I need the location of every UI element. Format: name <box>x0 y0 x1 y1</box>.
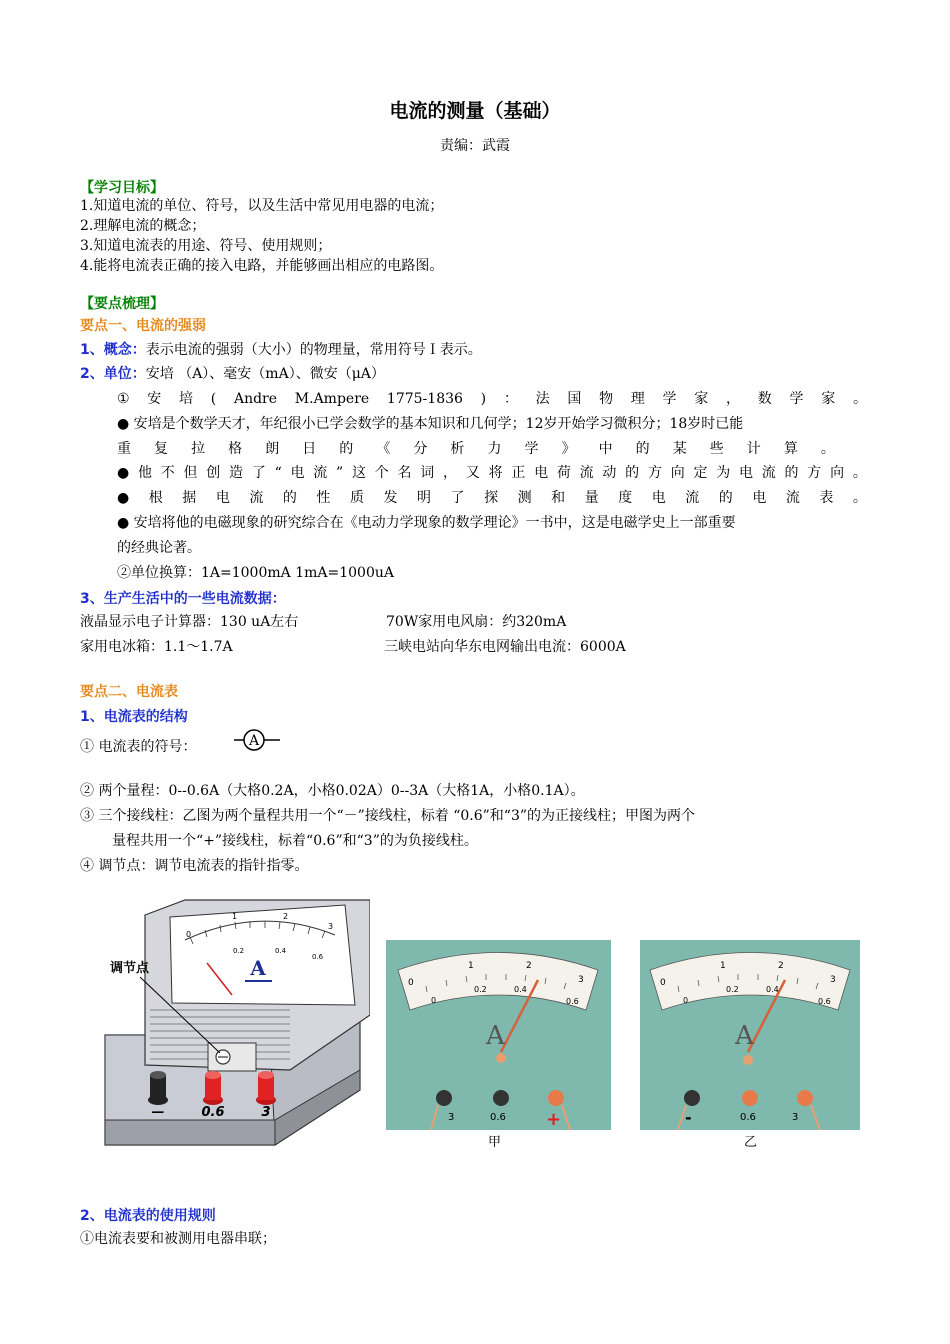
scale-label: 0 <box>431 996 437 1005</box>
terminal-label: 3 <box>261 1105 271 1120</box>
concept-text: 表示电流的强弱（大小）的物理量，常用符号Ｉ表示。 <box>145 342 482 358</box>
adjust-line: ④ 调节点：调节电流表的指针指零。 <box>80 858 309 874</box>
text-token: 定 <box>693 465 708 481</box>
bullet-1b <box>117 439 835 459</box>
scale-label: 0.4 <box>275 947 287 955</box>
text-token: 据 <box>182 490 197 506</box>
scale-label: 0.4 <box>766 985 779 994</box>
text-token: ， <box>726 391 740 407</box>
data-heading: 3、生产生活中的一些电流数据： <box>80 591 286 607</box>
text-token: ， <box>443 465 458 481</box>
text-token: 向 <box>670 465 685 481</box>
ampere-line <box>117 389 867 409</box>
text-token: 1775-1836 <box>386 391 463 407</box>
text-token: 电 <box>534 465 549 481</box>
points-heading: 【要点梳理】 <box>80 296 164 312</box>
text-token: ● <box>117 490 130 506</box>
text-token: 荷 <box>556 465 571 481</box>
text-token: 这 <box>351 465 366 481</box>
adjust-label: 调节点 <box>110 961 150 976</box>
text-token: 物 <box>599 391 614 407</box>
text-token: Andre <box>233 391 278 407</box>
text-token: 拉 <box>191 441 206 457</box>
text-token: 。 <box>852 391 867 407</box>
page-title: 电流的测量（基础） <box>389 100 561 122</box>
meter-letter: A <box>735 1021 754 1051</box>
text-token: 家 <box>821 391 836 407</box>
text-token: 明 <box>417 490 431 506</box>
text-token: 探 <box>484 490 499 506</box>
scale-label: 3 <box>830 975 836 985</box>
text-token: 。 <box>852 465 867 481</box>
scale-label: 0 <box>186 930 192 939</box>
rule-1: ①电流表要和被测用电器串联； <box>80 1231 276 1247</box>
text-token: M.Ampere <box>294 391 370 407</box>
text-token: 《 <box>376 441 391 457</box>
unit-line <box>80 364 385 384</box>
text-token: 向 <box>830 465 845 481</box>
concept-line <box>80 340 482 360</box>
text-token: 。 <box>820 441 835 457</box>
bullet-3 <box>117 488 867 508</box>
text-token: ● <box>117 465 130 481</box>
unit-text: 安培 （A）、毫安（mA）、微安（μA） <box>145 366 385 382</box>
structure-heading: 1、电流表的结构 <box>80 709 188 725</box>
text-token: ： <box>503 391 518 407</box>
bullet-1a: ● 安培是个数学天才，年纪很小已学会数学的基本知识和几何学；12岁开始学习微积分；18岁时已能 <box>117 416 744 432</box>
scale-label: 0.6 <box>818 997 831 1006</box>
text-token: 格 <box>228 441 243 457</box>
text-token: 些 <box>709 441 724 457</box>
text-token: 不 <box>160 465 175 481</box>
terminal-label: 3 <box>448 1112 455 1123</box>
text-token: 析 <box>450 441 465 457</box>
text-token: 的 <box>635 441 650 457</box>
text-token: 性 <box>316 490 331 506</box>
text-token: “ <box>274 465 282 481</box>
text-token: 量 <box>584 490 599 506</box>
scale-label: 2 <box>283 912 289 921</box>
text-token: 创 <box>206 465 221 481</box>
bullet-4a: ● 安培将他的电磁现象的研究综合在《电动力学现象的数学理论》一书中，这是电磁学史上一部重要 <box>117 515 736 531</box>
terminal-line-b: 量程共用一个“+”接线柱，标着“0.6”和“3”的为负接线柱。 <box>112 833 478 849</box>
data-fridge: 家用电冰箱：1.1～1.7A <box>80 639 233 655</box>
text-token: 词 <box>420 465 435 481</box>
meter-letter: A <box>486 1021 505 1051</box>
section2-heading: 要点二、电流表 <box>80 684 178 700</box>
text-token: 的 <box>718 490 733 506</box>
scale-label: 1 <box>468 961 474 971</box>
text-token: 为 <box>716 465 731 481</box>
text-token: 方 <box>647 465 662 481</box>
scale-label: 0.4 <box>514 985 527 994</box>
ammeter-symbol-icon <box>232 727 282 753</box>
text-token: 计 <box>746 441 761 457</box>
symbol-letter: A <box>248 733 260 749</box>
text-token: 复 <box>154 441 169 457</box>
text-token: 分 <box>413 441 428 457</box>
text-token: 度 <box>618 490 633 506</box>
terminal-line-a: ③ 三个接线柱：乙图为两个量程共用一个“－”接线柱，标着 “0.6”和“3”的为正接线柱；甲图为两个 <box>80 808 696 824</box>
data-calculator: 液晶显示电子计算器：130 uA左右 <box>80 614 299 630</box>
text-token: 造 <box>229 465 244 481</box>
caption-jia: 甲 <box>488 1135 502 1150</box>
text-token: 电 <box>651 490 666 506</box>
text-token: 力 <box>487 441 502 457</box>
text-token: 动 <box>602 465 617 481</box>
scale-label: 0 <box>660 978 666 988</box>
scale-label: 1 <box>720 961 726 971</box>
scale-label: 0 <box>408 978 414 988</box>
text-token: ” <box>336 465 344 481</box>
text-token: 朗 <box>265 441 280 457</box>
terminal-label: — <box>151 1105 165 1120</box>
bullet-2 <box>117 463 867 483</box>
terminal-label: - <box>685 1108 692 1127</box>
terminal-label: 0.6 <box>490 1112 506 1123</box>
text-token: 将 <box>488 465 503 481</box>
section1-heading: 要点一、电流的强弱 <box>80 318 206 334</box>
terminal-label: 0.6 <box>740 1112 756 1123</box>
text-token: 重 <box>117 441 131 457</box>
text-token: 中 <box>598 441 613 457</box>
text-token: 表 <box>819 490 834 506</box>
text-token: 某 <box>672 441 687 457</box>
rules-heading: 2、电流表的使用规则 <box>80 1208 216 1224</box>
text-token: 电 <box>752 490 767 506</box>
meter-letter: A <box>250 956 266 980</box>
text-token: 他 <box>137 465 152 481</box>
text-token: 的 <box>784 465 799 481</box>
text-token: 家 <box>694 391 709 407</box>
text-token: 学 <box>524 441 539 457</box>
scale-label: 0.2 <box>726 985 739 994</box>
meter-jia-figure <box>386 940 611 1130</box>
text-token: 个 <box>374 465 389 481</box>
text-token: 又 <box>465 465 480 481</box>
text-token: 培 <box>179 391 194 407</box>
terminal-label: 3 <box>792 1112 799 1123</box>
text-token: 》 <box>561 441 576 457</box>
unit-conversion: ②单位换算：1A=1000mA 1mA=1000uA <box>117 565 394 581</box>
text-token: 国 <box>567 391 582 407</box>
text-token: 方 <box>807 465 822 481</box>
goal-item: 2.理解电流的概念； <box>80 218 206 234</box>
scale-label: 1 <box>232 912 238 921</box>
text-token: 质 <box>349 490 364 506</box>
text-token: 电 <box>215 490 230 506</box>
concept-label: 1、概念： <box>80 342 146 358</box>
text-token: 流 <box>313 465 328 481</box>
text-token: 流 <box>761 465 776 481</box>
scale-label: 0.6 <box>312 953 324 961</box>
text-token: ) <box>480 391 487 407</box>
text-token: 的 <box>282 490 297 506</box>
text-token: 法 <box>535 391 550 407</box>
scale-label: 0.6 <box>566 997 579 1006</box>
scale-label: 3 <box>328 922 334 931</box>
text-token: 了 <box>450 490 465 506</box>
text-token: ① <box>117 391 130 407</box>
text-token: 。 <box>852 490 867 506</box>
scale-label: 2 <box>526 961 532 971</box>
text-token: 发 <box>383 490 398 506</box>
text-token: 数 <box>757 391 772 407</box>
text-token: ( <box>210 391 217 407</box>
text-token: 根 <box>148 490 163 506</box>
terminal-label: 0.6 <box>201 1105 225 1120</box>
bullet-4b: 的经典论著。 <box>117 540 201 556</box>
text-token: 安 <box>147 391 162 407</box>
data-fan: 70W家用电风扇：约320mA <box>386 614 567 630</box>
ammeter-3d-figure <box>100 895 370 1150</box>
text-token: 理 <box>630 391 645 407</box>
goal-item: 4.能将电流表正确的接入电路，并能够画出相应的电路图。 <box>80 258 444 274</box>
text-token: 流 <box>685 490 700 506</box>
text-token: 名 <box>397 465 412 481</box>
scale-label: 2 <box>778 961 784 971</box>
scale-label: 0 <box>683 996 689 1005</box>
text-token: 学 <box>789 391 804 407</box>
text-token: 了 <box>251 465 266 481</box>
unit-label: 2、单位： <box>80 366 146 382</box>
meter-yi-figure <box>640 940 860 1130</box>
text-token: 电 <box>739 465 753 481</box>
text-token: 学 <box>662 391 677 407</box>
goal-item: 3.知道电流表的用途、符号、使用规则； <box>80 238 332 254</box>
scale-label: 0.2 <box>474 985 487 994</box>
text-token: 的 <box>625 465 640 481</box>
text-token: 和 <box>551 490 566 506</box>
text-token: 电 <box>290 465 305 481</box>
symbol-line: ① 电流表的符号： <box>80 739 197 755</box>
data-threegorges: 三峡电站向华东电网输出电流：6000A <box>384 639 626 655</box>
text-token: 算 <box>783 441 798 457</box>
scale-label: 3 <box>578 975 584 985</box>
goal-item: 1.知道电流的单位、符号，以及生活中常见用电器的电流； <box>80 198 444 214</box>
text-token: 的 <box>339 441 354 457</box>
text-token: 测 <box>517 490 532 506</box>
range-line: ② 两个量程：0--0.6A（大格0.2A，小格0.02A）0--3A（大格1A，小格0.1A）。 <box>80 783 585 799</box>
editor-line: 责编：武霞 <box>440 138 510 154</box>
text-token: 流 <box>249 490 264 506</box>
goals-heading: 【学习目标】 <box>80 180 164 196</box>
scale-label: 0.2 <box>233 947 245 955</box>
caption-yi: 乙 <box>744 1135 758 1150</box>
text-token: 日 <box>302 441 317 457</box>
terminal-label: + <box>546 1109 562 1130</box>
text-token: 但 <box>183 465 198 481</box>
text-token: 正 <box>511 465 526 481</box>
text-token: 流 <box>579 465 594 481</box>
text-token: 流 <box>785 490 800 506</box>
